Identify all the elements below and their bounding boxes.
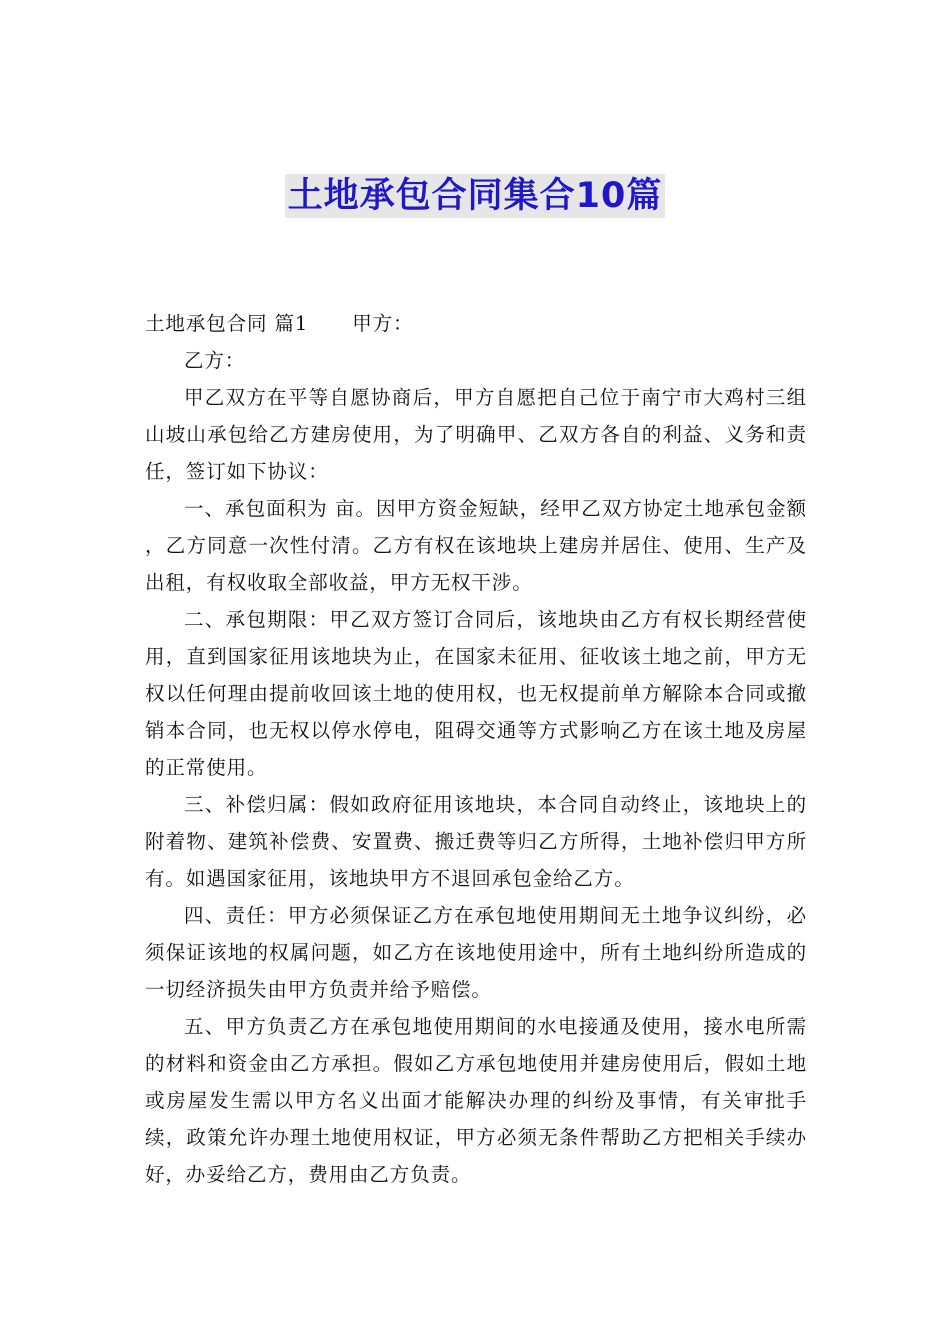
article-heading: 土地承包合同 篇1 xyxy=(145,312,309,335)
document-title: 土地承包合同集合10篇 xyxy=(285,174,666,218)
party-b-label: 乙方： xyxy=(184,349,246,372)
title-area xyxy=(0,174,950,218)
paragraph-responsibility: 四、责任：甲方必须保证乙方在承包地使用期间无土地争议纠纷，必须保证该地的权属问题，如乙方在该地使用途中，所有土地纠纷所造成的一切经济损失由甲方负责并给予赔偿。 xyxy=(145,904,807,1001)
paragraph-utilities: 五、甲方负责乙方在承包地使用期间的水电接通及使用，接水电所需的材料和资金由乙方承担。假如乙方承包地使用并建房使用后，假如土地或房屋发生需以甲方名义出面才能解决办理的纠纷及事情，有关审批手续，政策允许办理土地使用权证，甲方必须无条件帮助乙方把相关手续办好，办妥给乙方，费用由乙方负责。 xyxy=(145,1015,807,1186)
paragraph-term: 二、承包期限：甲乙双方签订合同后，该地块由乙方有权长期经营使用，直到国家征用该地块为止，在国家未征用、征收该土地之前，甲方无权以任何理由提前收回该土地的使用权，也无权提前单方解除本合同或撤销本合同，也无权以停水停电，阻碍交通等方式影响乙方在该土地及房屋的正常使用。 xyxy=(145,608,807,779)
party-a-label: 甲方： xyxy=(352,312,414,335)
article-heading-line xyxy=(145,305,807,342)
paragraph-intro: 甲乙双方在平等自愿协商后，甲方自愿把自己位于南宁市大鸡村三组山坡山承包给乙方建房使用，为了明确甲、乙双方各自的利益、义务和责任，签订如下协议： xyxy=(145,386,807,483)
paragraph-area: 一、承包面积为 亩。因甲方资金短缺，经甲乙双方协定土地承包金额 ，乙方同意一次性付清。乙方有权在该地块上建房并居住、使用、生产及出租，有权收取全部收益，甲方无权干涉。 xyxy=(145,497,807,594)
paragraph-compensation: 三、补偿归属：假如政府征用该地块，本合同自动终止，该地块上的附着物、建筑补偿费、安置费、搬迁费等归乙方所得，土地补偿归甲方所有。如遇国家征用，该地块甲方不退回承包金给乙方。 xyxy=(145,793,807,890)
document-body xyxy=(145,305,807,1193)
